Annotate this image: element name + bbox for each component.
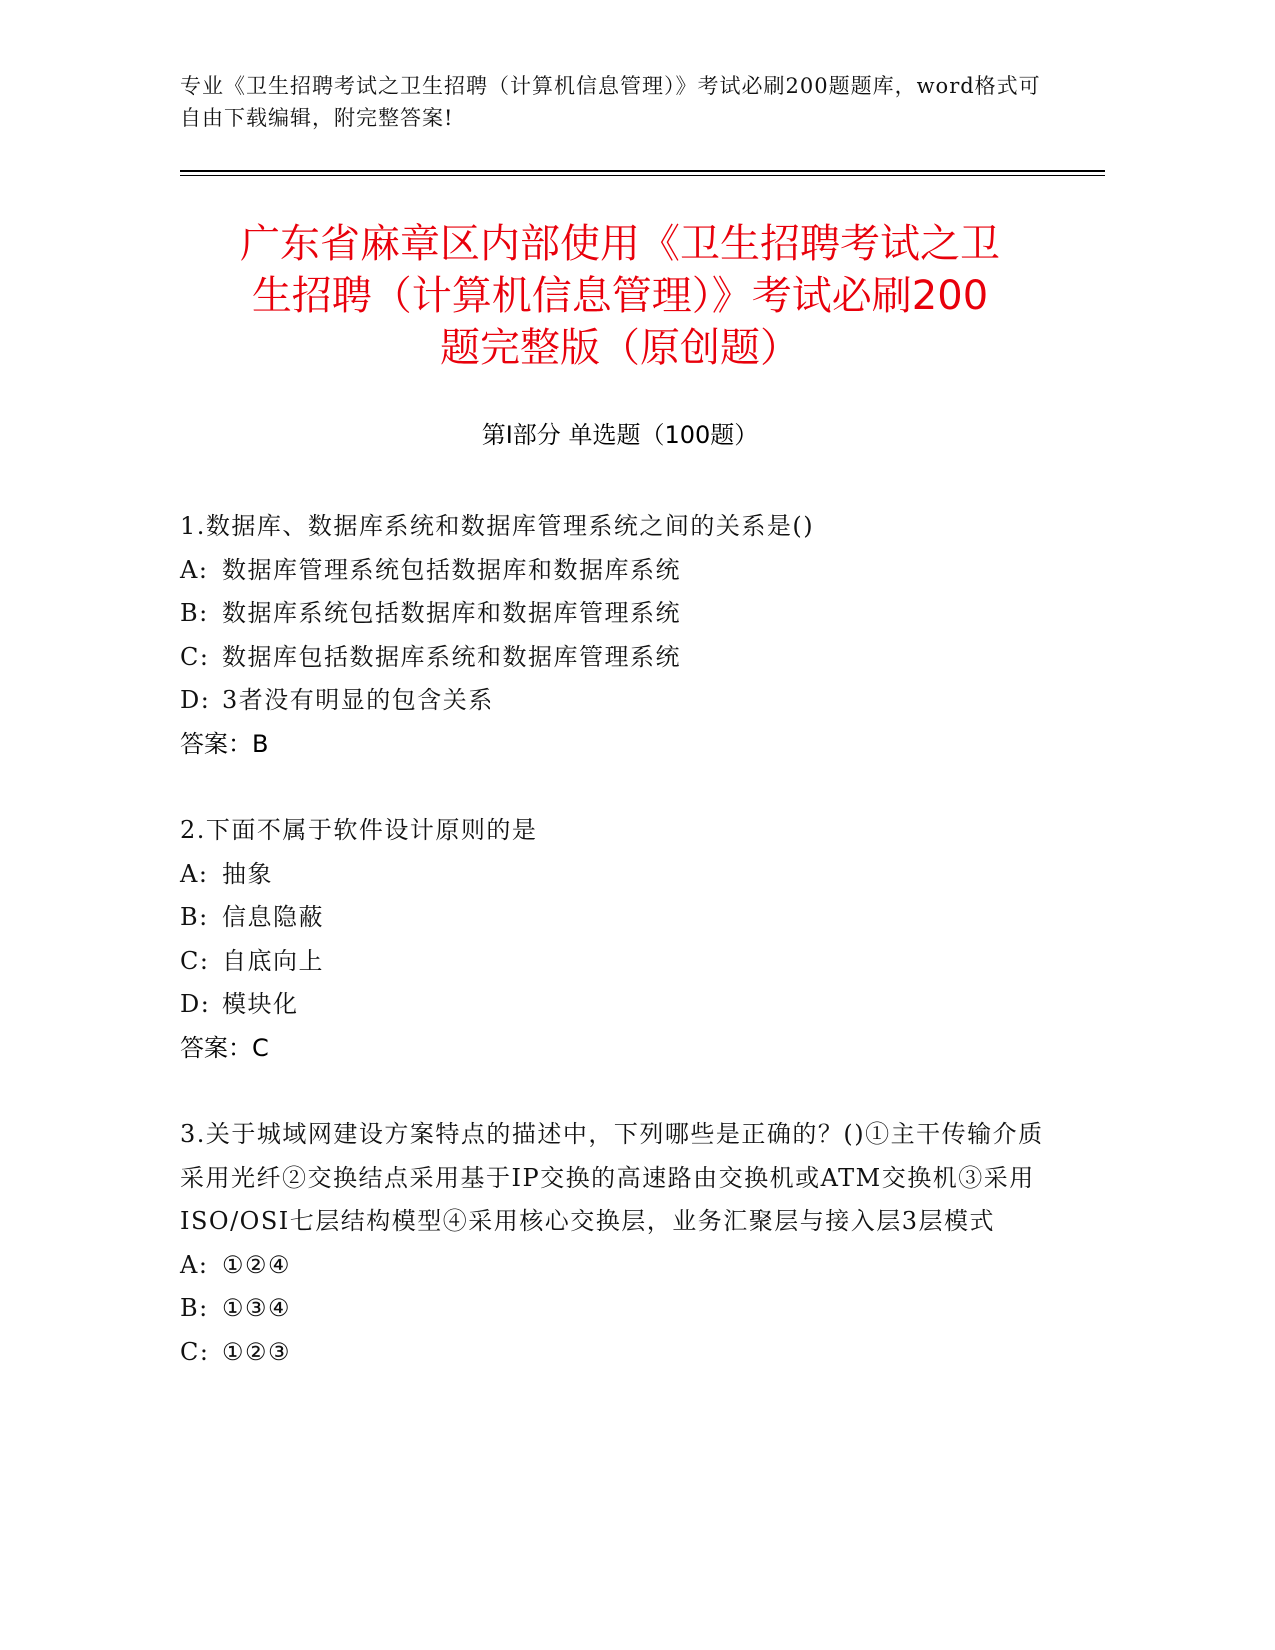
header-divider-thin [180, 175, 1105, 176]
option-key: D: [180, 990, 211, 1018]
option-key: B: [180, 599, 209, 627]
answer-label: 答案：C [180, 1033, 269, 1062]
header-divider-thick [180, 170, 1105, 172]
option-d [180, 679, 1060, 723]
option-text: ①③④ [222, 1294, 292, 1322]
question-stem: 2.下面不属于软件设计原则的是 [180, 816, 538, 844]
option-text: 数据库管理系统包括数据库和数据库系统 [222, 555, 681, 584]
header-note: 专业《卫生招聘考试之卫生招聘（计算机信息管理）》考试必刷200题题库，word格式可自由下载编辑，附完整答案! [180, 74, 1041, 130]
option-key: B: [180, 1294, 209, 1322]
question-stem: 1.数据库、数据库系统和数据库管理系统之间的关系是() [180, 512, 815, 540]
question-2 [180, 809, 1060, 1070]
option-text: 信息隐蔽 [222, 903, 324, 931]
option-text: 3者没有明显的包含关系 [222, 686, 494, 714]
option-key: B: [180, 903, 209, 931]
option-key: A: [180, 859, 209, 888]
section-title: 第Ⅰ部分 单选题（100题） [481, 421, 759, 449]
option-d [180, 983, 1060, 1027]
option-c [180, 1331, 1060, 1375]
option-key: C: [180, 642, 210, 671]
option-text: 模块化 [222, 990, 299, 1018]
option-text: 自底向上 [222, 946, 324, 975]
document-title-line-2: 生招聘（计算机信息管理）》考试必刷200 [251, 273, 989, 319]
answer-label: 答案：B [180, 729, 269, 758]
option-text: 抽象 [222, 859, 273, 888]
question-list [180, 505, 1060, 1417]
option-a [180, 853, 1060, 897]
question-stem: 3.关于城域网建设方案特点的描述中，下列哪些是正确的？()①主干传输介质采用光纤②交换结点采用基于IP交换的高速路由交换机或ATM交换机③采用ISO/OSI七层结构模型④采用核心交换层，业务汇聚层与接入层3层模式 [180, 1120, 1044, 1235]
option-c [180, 636, 1060, 680]
option-a [180, 1244, 1060, 1288]
option-a [180, 549, 1060, 593]
option-b [180, 592, 1060, 636]
option-b [180, 896, 1060, 940]
option-text: ①②④ [222, 1250, 292, 1279]
option-text: 数据库包括数据库系统和数据库管理系统 [222, 642, 681, 671]
question-3 [180, 1113, 1060, 1374]
option-text: 数据库系统包括数据库和数据库管理系统 [222, 599, 681, 627]
question-1 [180, 505, 1060, 766]
option-key: C: [180, 1337, 210, 1366]
option-c [180, 940, 1060, 984]
option-text: ①②③ [222, 1337, 292, 1366]
document-title-line-3: 题完整版（原创题） [440, 325, 800, 371]
document-title-line-1: 广东省麻章区内部使用《卫生招聘考试之卫 [240, 221, 1000, 267]
option-key: A: [180, 555, 209, 584]
option-key: A: [180, 1250, 209, 1279]
option-key: C: [180, 946, 210, 975]
document-title [180, 218, 1060, 374]
option-b [180, 1287, 1060, 1331]
option-key: D: [180, 686, 211, 714]
